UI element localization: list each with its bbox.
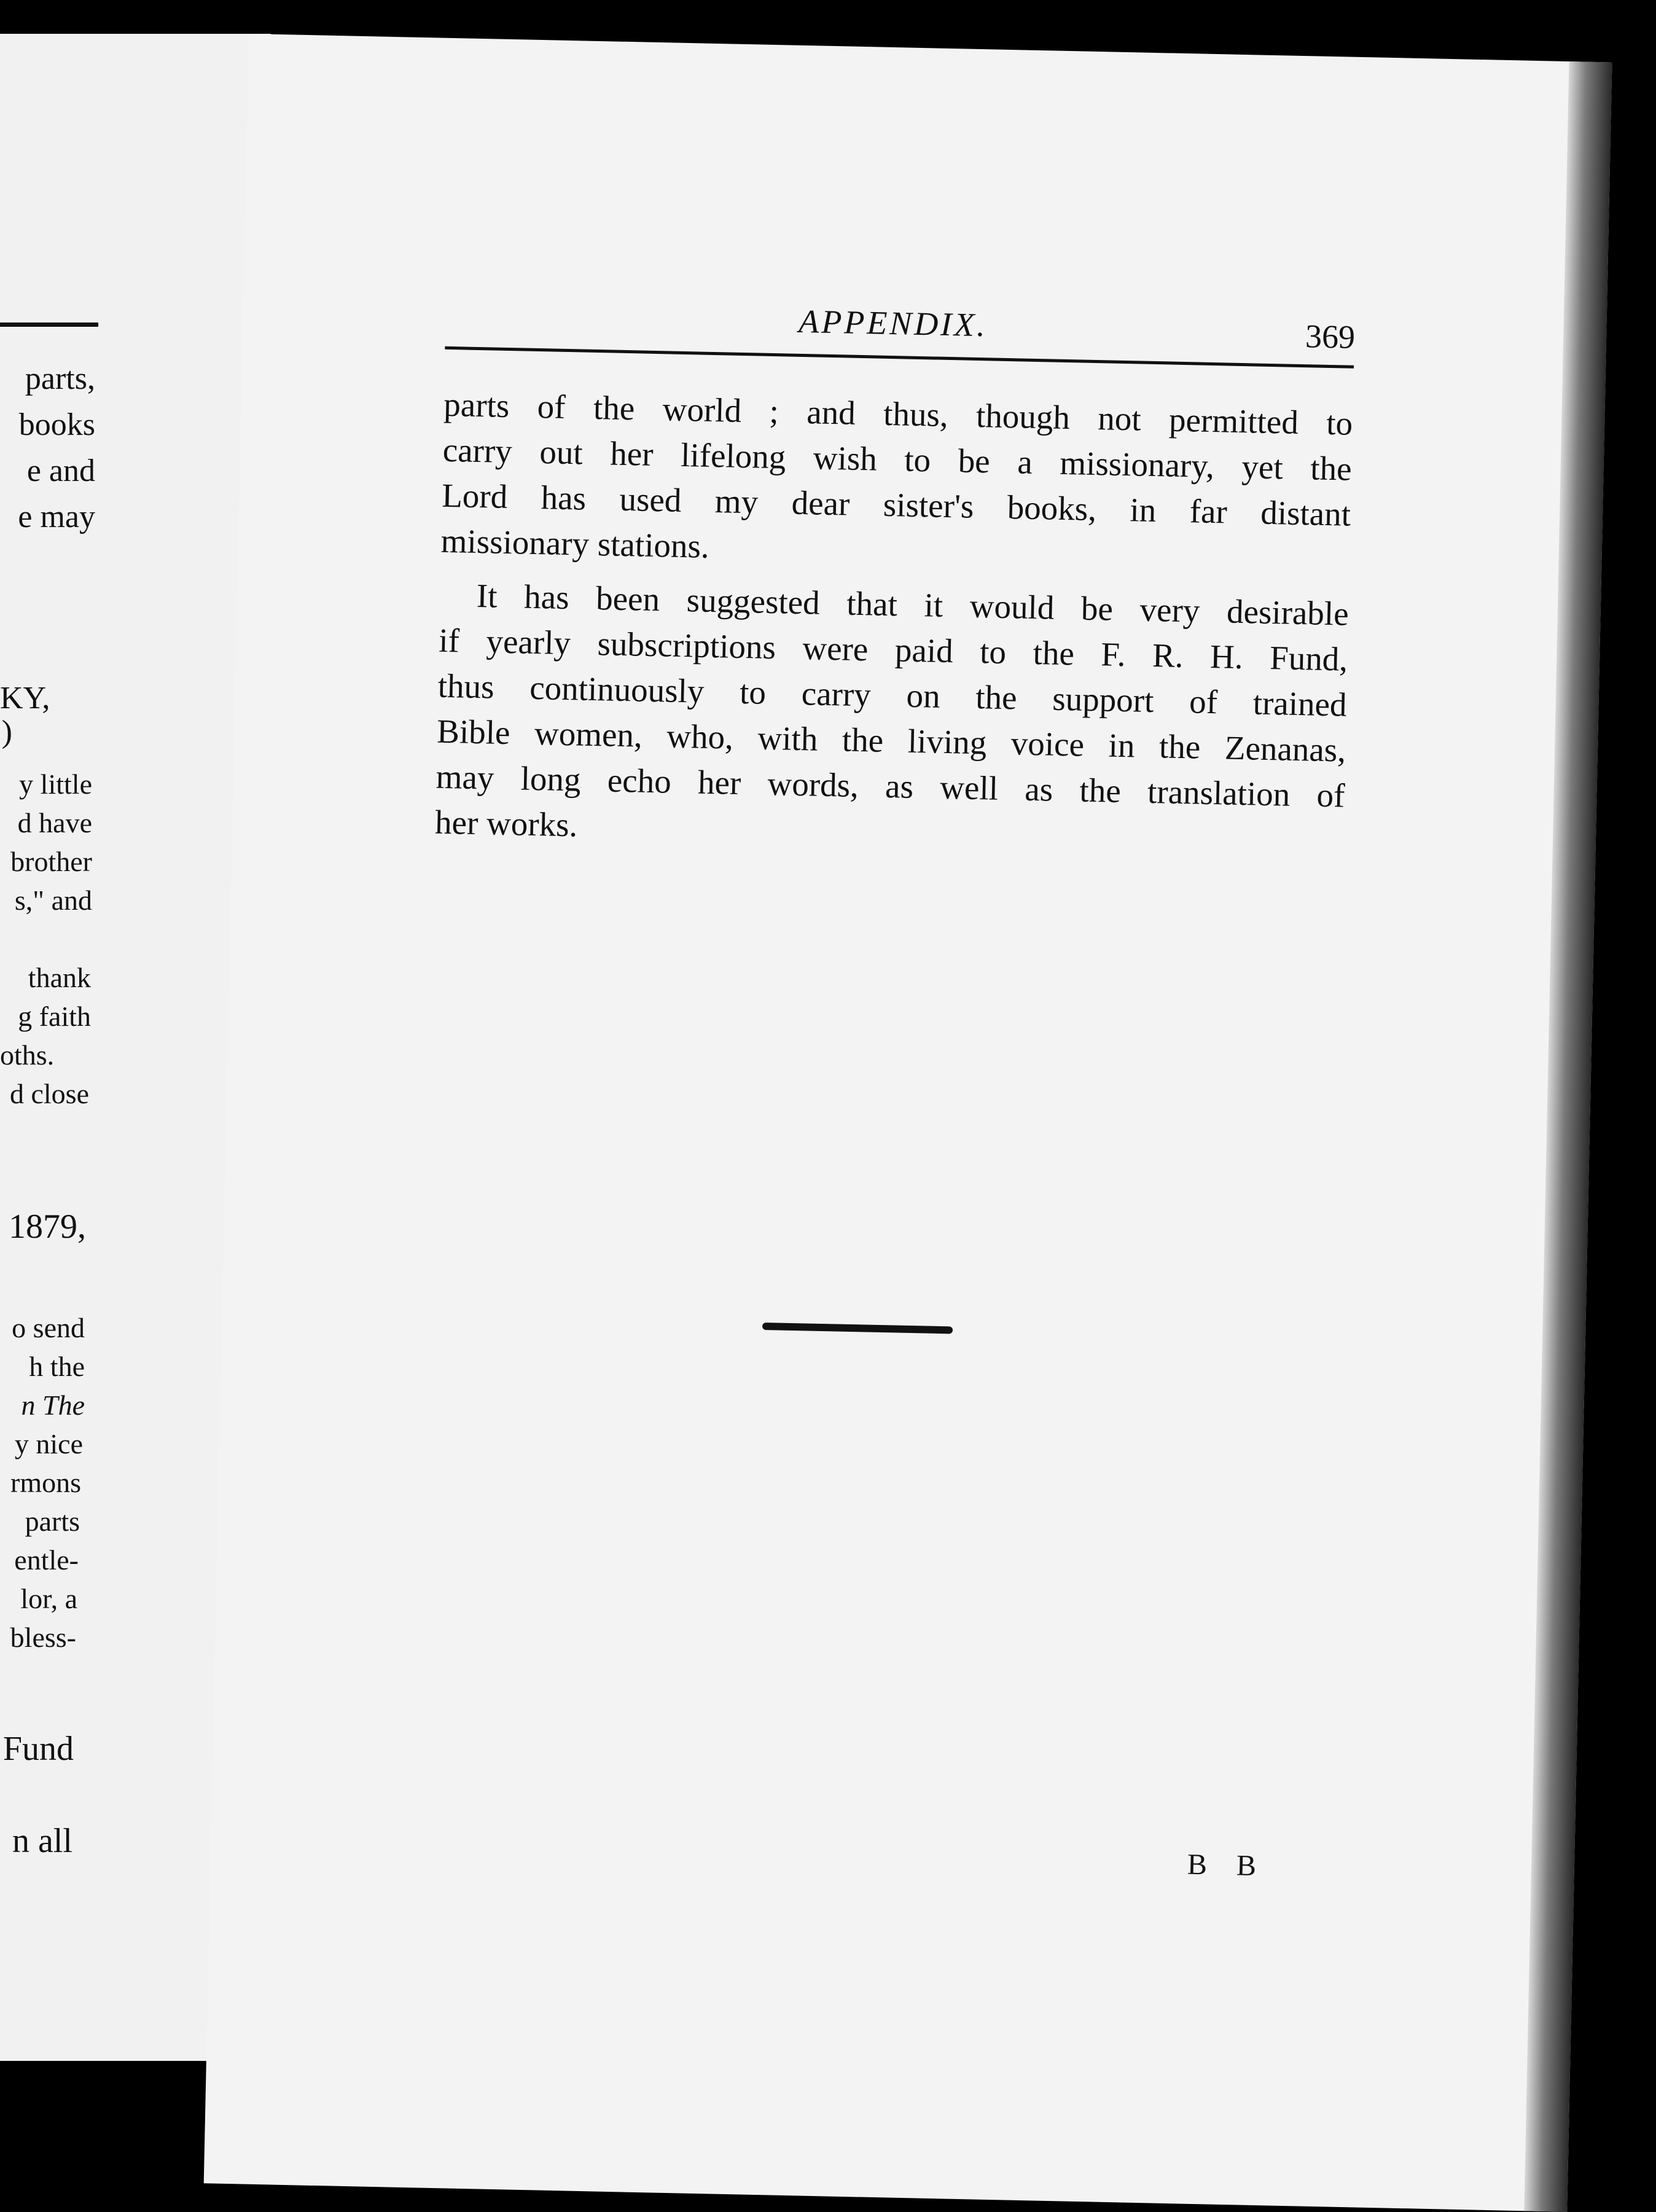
page-edge bbox=[1524, 61, 1612, 2212]
left-line: d close bbox=[9, 1078, 89, 1109]
text-line: may long echo her words, as well as the translation of bbox=[435, 757, 1346, 815]
text-line: It has been suggested that it would be very desirable bbox=[476, 576, 1349, 633]
left-line: h the bbox=[29, 1351, 85, 1382]
left-line: parts bbox=[25, 1506, 80, 1537]
left-line: e and bbox=[26, 453, 95, 488]
left-line: lor, a bbox=[20, 1583, 77, 1614]
text-line: parts of the world ; and thus, though not permitted to bbox=[443, 385, 1353, 442]
left-line: rmons bbox=[10, 1467, 81, 1498]
text-line: if yearly subscriptions were paid to the F. R. H. Fund, bbox=[438, 621, 1348, 678]
left-line: Fund bbox=[2, 1730, 74, 1768]
left-line: n all bbox=[12, 1822, 72, 1860]
left-line: brother bbox=[10, 846, 92, 877]
left-line: KY, bbox=[0, 681, 50, 716]
left-line: e may bbox=[18, 499, 95, 534]
left-line: entle- bbox=[14, 1544, 79, 1576]
left-line: books bbox=[18, 407, 95, 442]
text-line: her works. bbox=[434, 803, 578, 844]
left-line: thank bbox=[28, 962, 91, 993]
header-rule bbox=[445, 346, 1354, 369]
left-line: y little bbox=[19, 768, 92, 800]
left-line: o send bbox=[12, 1312, 85, 1343]
text-line: missionary stations. bbox=[440, 522, 710, 565]
text-line: thus continuously to carry on the support of trained bbox=[437, 666, 1348, 724]
paragraph-1 bbox=[440, 382, 1353, 583]
left-line: d have bbox=[17, 807, 92, 838]
left-line: parts, bbox=[25, 361, 95, 396]
left-line: ) bbox=[1, 714, 12, 749]
right-page bbox=[204, 34, 1612, 2212]
text-line: Bible women, who, with the living voice in the Zenanas, bbox=[436, 712, 1346, 769]
left-line: oths. bbox=[0, 1039, 55, 1071]
page-number: 369 bbox=[1305, 318, 1356, 356]
left-line: y nice bbox=[14, 1428, 83, 1460]
left-line: g faith bbox=[18, 1001, 91, 1032]
section-end-rule bbox=[762, 1323, 953, 1334]
left-line: 1879, bbox=[9, 1208, 86, 1246]
paragraph-2 bbox=[434, 573, 1349, 864]
left-line: s," and bbox=[14, 885, 92, 916]
left-line: n The bbox=[21, 1389, 85, 1421]
signature-mark: B B bbox=[1187, 1848, 1268, 1883]
running-head: APPENDIX. bbox=[798, 302, 988, 344]
text-line: Lord has used my dear sister's books, in far distant bbox=[441, 476, 1351, 533]
text-line: carry out her lifelong wish to be a missionary, yet the bbox=[442, 431, 1353, 488]
left-line: bless- bbox=[10, 1622, 76, 1653]
